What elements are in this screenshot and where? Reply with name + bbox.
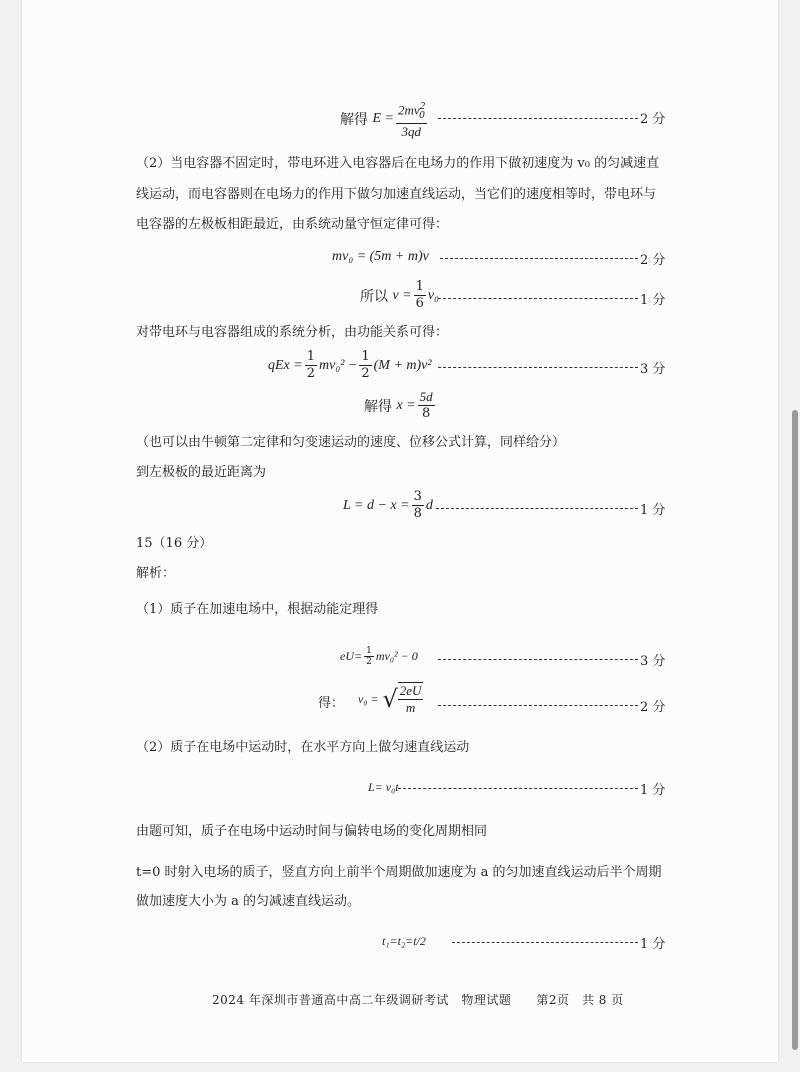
numerator: $2mv^2_0$ [396, 98, 427, 124]
radical-sign: √ [382, 685, 398, 713]
scrollbar[interactable] [792, 410, 798, 1050]
fraction [305, 349, 317, 382]
term: mv₀² − [319, 357, 358, 373]
dash-leader [398, 788, 638, 789]
dash-leader [436, 508, 638, 509]
fraction [418, 389, 435, 422]
square-root [382, 682, 423, 716]
result-prefix: 得： [318, 696, 345, 711]
term: (M + m)v² [373, 357, 432, 373]
so-prefix: 所以 [360, 288, 388, 305]
fraction [359, 349, 371, 382]
score: 1 分 [640, 937, 666, 952]
equation-lhs: L = d − x = [343, 497, 410, 513]
paragraph-line: 由题可知，质子在电场中运动时间与偏转电场的变化周期相同 [136, 824, 488, 839]
equation-lhs: v = [392, 287, 412, 303]
dash-leader [440, 258, 638, 259]
equation-distance [343, 489, 433, 522]
numerator: 1 [415, 279, 424, 294]
paragraph-line: 对带电环与电容器组成的系统分析，由功能关系可得： [136, 325, 449, 340]
dash-leader [452, 942, 638, 943]
solve-prefix: 解得 [340, 111, 368, 128]
equation-lhs: E = [372, 110, 394, 126]
numerator: 5d [419, 389, 433, 404]
equation-v0 [358, 682, 423, 716]
equation-lhs: v₀ = [358, 691, 379, 706]
dash-leader [438, 705, 638, 706]
equation-kinetic [340, 646, 418, 667]
numerator: 1 [366, 646, 372, 656]
dash-leader [438, 659, 638, 660]
fraction [398, 682, 424, 716]
paragraph-line: （2）当电容器不固定时，带电环进入电容器后在电场力的作用下做初速度为 v₀ 的匀减速直 [136, 156, 660, 171]
numerator: 2eU [399, 683, 422, 698]
denominator: 8 [413, 506, 422, 521]
equation-lhs: x = [396, 397, 416, 413]
fraction [396, 98, 427, 140]
equation-x [364, 389, 437, 422]
equation-lhs: eU= [340, 649, 363, 663]
dash-leader [438, 118, 638, 119]
score: 2 分 [640, 700, 666, 715]
paragraph-line: （2）质子在电场中运动时，在水平方向上做匀速直线运动 [136, 740, 470, 755]
equation-velocity [360, 279, 439, 312]
equation-rhs: d [425, 497, 433, 513]
score: 1 分 [640, 293, 666, 308]
equation-e [340, 98, 429, 140]
equation-rhs: mv₀² − 0 [375, 649, 418, 663]
score: 3 分 [640, 654, 666, 669]
paragraph-line: 线运动，而电容器则在电场力的作用下做匀加速直线运动，当它们的速度相等时，带电环与 [136, 187, 657, 202]
denominator: m [405, 700, 416, 715]
equation-energy [268, 349, 432, 382]
paragraph-line: （也可以由牛顿第二定律和匀变速运动的速度、位移公式计算，同样给分） [136, 435, 566, 450]
score: 3 分 [640, 362, 666, 377]
score: 1 分 [640, 503, 666, 518]
dash-leader [438, 298, 638, 299]
numerator: 1 [306, 349, 315, 364]
equation-time: t₁=t₂=t/2 [382, 934, 426, 948]
denominator: 2 [306, 366, 315, 381]
paragraph-line: 到左极板的最近距离为 [136, 465, 267, 480]
page-footer: 2024 年深圳市普通高中高二年级调研考试 物理试题 第2页 共 8 页 [212, 993, 624, 1007]
numerator: 3 [413, 489, 422, 504]
denominator: 8 [421, 406, 431, 421]
denominator: 2 [366, 657, 372, 667]
equation-momentum: mv₀ = (5m + m)v [332, 249, 429, 264]
numerator: 1 [361, 349, 370, 364]
paragraph-line: t=0 时射入电场的质子，竖直方向上前半个周期做加速度为 a 的匀加速直线运动后半个周期 [136, 865, 662, 880]
score: 1 分 [640, 783, 666, 798]
analysis-label: 解析： [136, 566, 176, 581]
equation-length: L= v₀t [368, 780, 399, 794]
equation-rhs: v₀ [427, 287, 439, 303]
fraction [414, 279, 426, 312]
equation-lhs: qEx = [268, 357, 303, 373]
denominator: 3qd [401, 123, 422, 139]
denominator: 6 [415, 296, 424, 311]
paragraph-line: 做加速度大小为 a 的匀减速直线运动。 [136, 894, 361, 909]
score: 2 分 [640, 112, 666, 127]
question-title: 15（16 分） [136, 536, 213, 551]
dash-leader [438, 367, 638, 368]
solve-prefix: 解得 [364, 398, 392, 415]
fraction [364, 646, 374, 667]
score: 2 分 [640, 253, 666, 268]
fraction [412, 489, 424, 522]
paragraph-line: （1）质子在加速电场中，根据动能定理得 [136, 602, 379, 617]
paragraph-line: 电容器的左极板相距最近，由系统动量守恒定律可得： [136, 217, 449, 232]
denominator: 2 [361, 366, 370, 381]
